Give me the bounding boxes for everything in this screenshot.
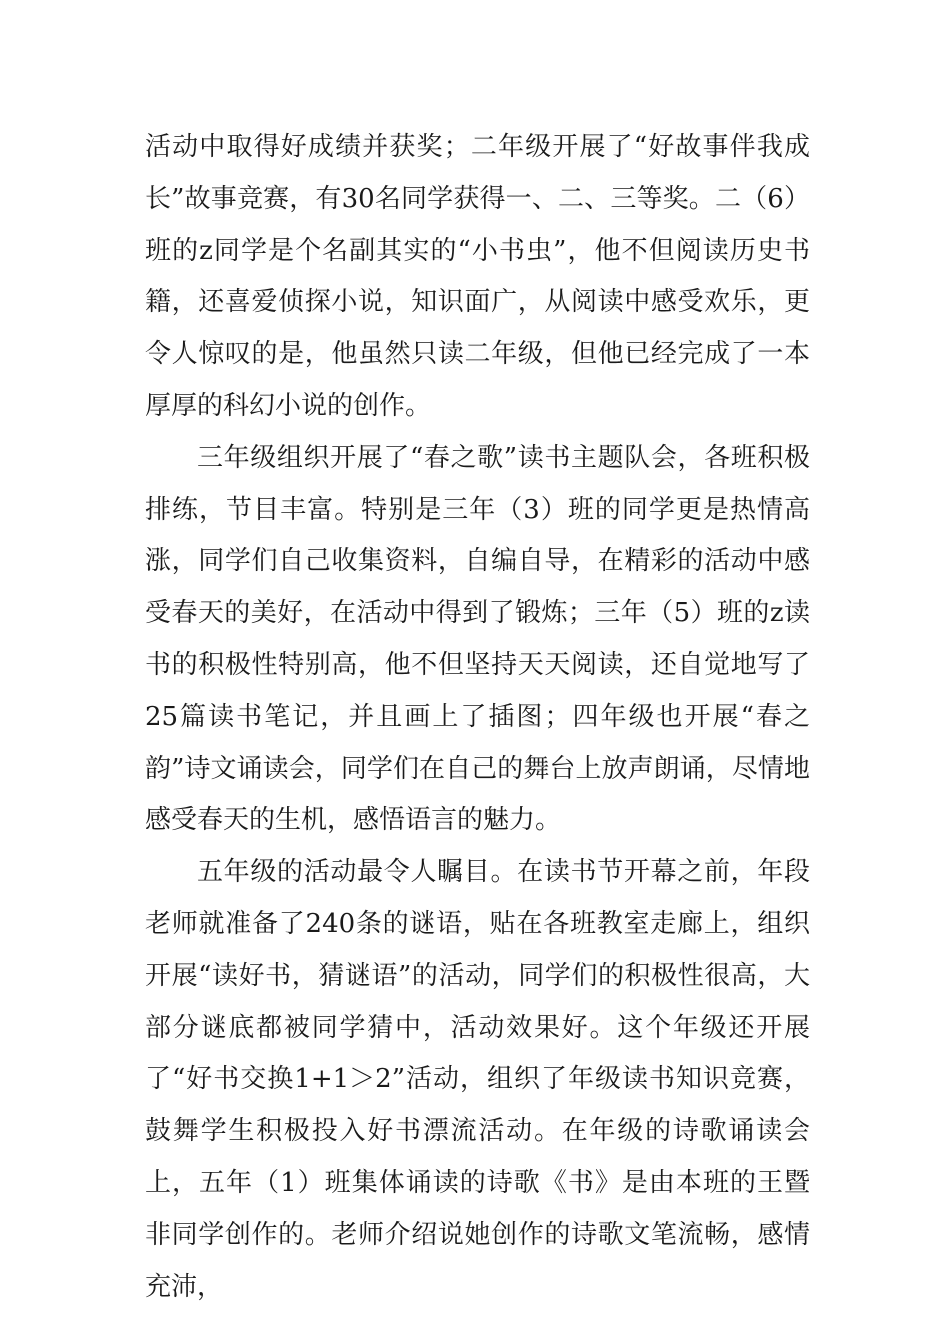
- document-body: [145, 122, 810, 1313]
- paragraph-grade-five: 五年级的活动最令人瞩目。在读书节开幕之前，年段老师就准备了240条的谜语，贴在各班教室走廊上，组织开展“读好书，猜谜语”的活动，同学们的积极性很高，大部分谜底都被同学猜中，活动效果好。这个年级还开展了“好书交换1+1＞2”活动，组织了年级读书知识竞赛，鼓舞学生积极投入好书漂流活动。在年级的诗歌诵读会上，五年（1）班集体诵读的诗歌《书》是由本班的王暨非同学创作的。老师介绍说她创作的诗歌文笔流畅，感情充沛，: [145, 857, 810, 1302]
- paragraph-continuation: 活动中取得好成绩并获奖；二年级开展了“好故事伴我成长”故事竞赛，有30名同学获得一、二、三等奖。二（6）班的z同学是个名副其实的“小书虫”，他不但阅读历史书籍，还喜爱侦探小说，知识面广，从阅读中感受欢乐，更令人惊叹的是，他虽然只读二年级，但他已经完成了一本厚厚的科幻小说的创作。: [145, 132, 810, 421]
- paragraph-grade-three-four: 三年级组织开展了“春之歌”读书主题队会，各班积极排练，节目丰富。特别是三年（3）班的同学更是热情高涨，同学们自己收集资料，自编自导，在精彩的活动中感受春天的美好，在活动中得到了锻炼；三年（5）班的z读书的积极性特别高，他不但坚持天天阅读，还自觉地写了25篇读书笔记，并且画上了插图；四年级也开展“春之韵”诗文诵读会，同学们在自己的舞台上放声朗诵，尽情地感受春天的生机，感悟语言的魅力。: [145, 442, 810, 836]
